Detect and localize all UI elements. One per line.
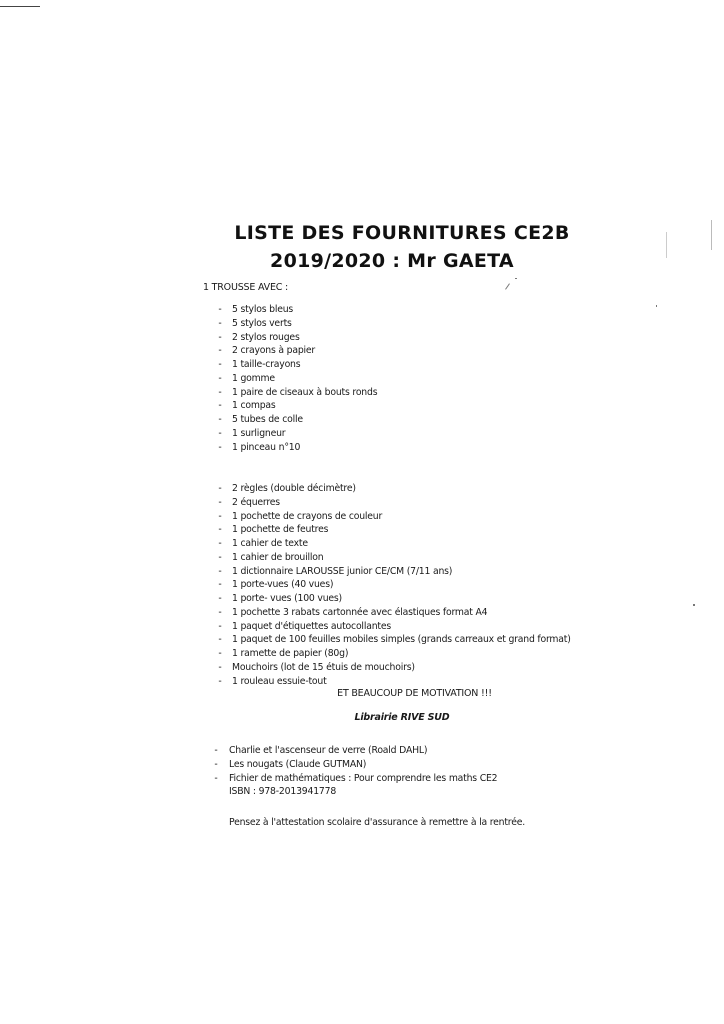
- bullet-dash: -: [218, 620, 222, 632]
- bullet-dash: -: [218, 634, 222, 646]
- bullet-dash: -: [218, 551, 222, 563]
- list-item-label: 2 équerres: [232, 496, 280, 508]
- bullet-dash: -: [218, 414, 222, 425]
- bullet-dash: -: [218, 675, 222, 687]
- book-title: Fichier de mathématiques : Pour comprendre les maths CE2: [229, 772, 498, 784]
- bullet-dash: -: [218, 606, 222, 618]
- bullet-dash: -: [218, 579, 222, 591]
- insurance-note: Pensez à l'attestation scolaire d'assurance à remettre à la rentrée.: [229, 817, 525, 828]
- list-item-label: 1 paquet de 100 feuilles mobiles simples (grands carreaux et grand format): [232, 634, 571, 646]
- trousse-heading: 1 TROUSSE AVEC :: [203, 282, 289, 293]
- document-title: LISTE DES FOURNITURES CE2B: [234, 222, 570, 244]
- scan-artifact-line: [0, 6, 40, 7]
- bullet-dash: -: [218, 386, 222, 398]
- list-item-label: 2 règles (double décimètre): [232, 483, 356, 494]
- document-subtitle: 2019/2020 : Mr GAETA: [270, 250, 514, 272]
- bullet-dash: -: [214, 758, 218, 770]
- bullet-dash: -: [218, 441, 222, 453]
- list-item-label: 1 taille-crayons: [232, 359, 301, 370]
- scan-speck: [656, 305, 657, 307]
- bullet-dash: -: [218, 483, 222, 494]
- bookshop-name: Librairie RIVE SUD: [354, 712, 450, 723]
- bullet-dash: -: [218, 661, 222, 673]
- list-item-label: 1 surligneur: [232, 427, 286, 439]
- list-item-label: 5 stylos bleus: [232, 304, 294, 315]
- bullet-dash: -: [218, 427, 222, 439]
- list-item-label: 5 stylos verts: [232, 317, 292, 329]
- list-item-label: 1 ramette de papier (80g): [232, 648, 349, 659]
- list-item-label: 2 stylos rouges: [232, 331, 300, 343]
- list-item-label: 1 pochette 3 rabats cartonnée avec élastiques format A4: [232, 606, 488, 618]
- list-item-label: 1 porte- vues (100 vues): [232, 593, 342, 604]
- list-item-label: 1 porte-vues (40 vues): [232, 579, 334, 591]
- motivation-text: ET BEAUCOUP DE MOTIVATION !!!: [337, 688, 492, 699]
- motivation-line: [0, 688, 724, 699]
- list-item-label: 1 paire de ciseaux à bouts ronds: [232, 386, 378, 398]
- bullet-dash: -: [218, 565, 222, 577]
- bullet-dash: -: [214, 745, 218, 756]
- bullet-dash: -: [218, 317, 222, 329]
- bullet-dash: -: [218, 510, 222, 522]
- book-title: Charlie et l'ascenseur de verre (Roald DAHL): [229, 745, 428, 756]
- list-item-label: 1 gomme: [232, 372, 275, 384]
- list-item-label: 5 tubes de colle: [232, 414, 303, 425]
- list-item-label: 1 cahier de brouillon: [232, 551, 324, 563]
- bullet-dash: -: [214, 772, 218, 784]
- bullet-dash: -: [218, 359, 222, 370]
- bullet-dash: -: [218, 331, 222, 343]
- bullet-dash: -: [218, 593, 222, 604]
- bullet-dash: -: [218, 345, 222, 357]
- list-item-label: 1 paquet d'étiquettes autocollantes: [232, 620, 391, 632]
- scan-speck: [693, 604, 695, 606]
- list-item-label: 1 cahier de texte: [232, 538, 308, 549]
- bookshop-heading: [0, 712, 724, 723]
- scan-speck: [505, 283, 510, 289]
- list-item-label: 1 pochette de crayons de couleur: [232, 510, 383, 522]
- bullet-dash: -: [218, 538, 222, 549]
- bullet-dash: -: [218, 372, 222, 384]
- list-item-label: 1 compas: [232, 400, 276, 412]
- bullet-dash: -: [218, 648, 222, 659]
- list-item-label: 2 crayons à papier: [232, 345, 316, 357]
- bullet-dash: -: [218, 496, 222, 508]
- book-title: Les nougats (Claude GUTMAN): [229, 758, 367, 770]
- list-item-label: 1 pochette de feutres: [232, 524, 329, 536]
- scan-speck: [515, 278, 517, 279]
- list-item-label: 1 rouleau essuie-tout: [232, 675, 327, 687]
- bullet-dash: -: [218, 524, 222, 536]
- scan-speck: [666, 232, 667, 258]
- bullet-dash: -: [218, 400, 222, 412]
- list-item-label: 1 dictionnaire LAROUSSE junior CE/CM (7/11 ans): [232, 565, 453, 577]
- list-item-label: 1 pinceau n°10: [232, 441, 301, 453]
- bullet-dash: -: [218, 304, 222, 315]
- scan-speck: [711, 220, 712, 250]
- list-item-label: Mouchoirs (lot de 15 étuis de mouchoirs): [232, 661, 415, 673]
- isbn-line: ISBN : 978-2013941778: [229, 786, 337, 797]
